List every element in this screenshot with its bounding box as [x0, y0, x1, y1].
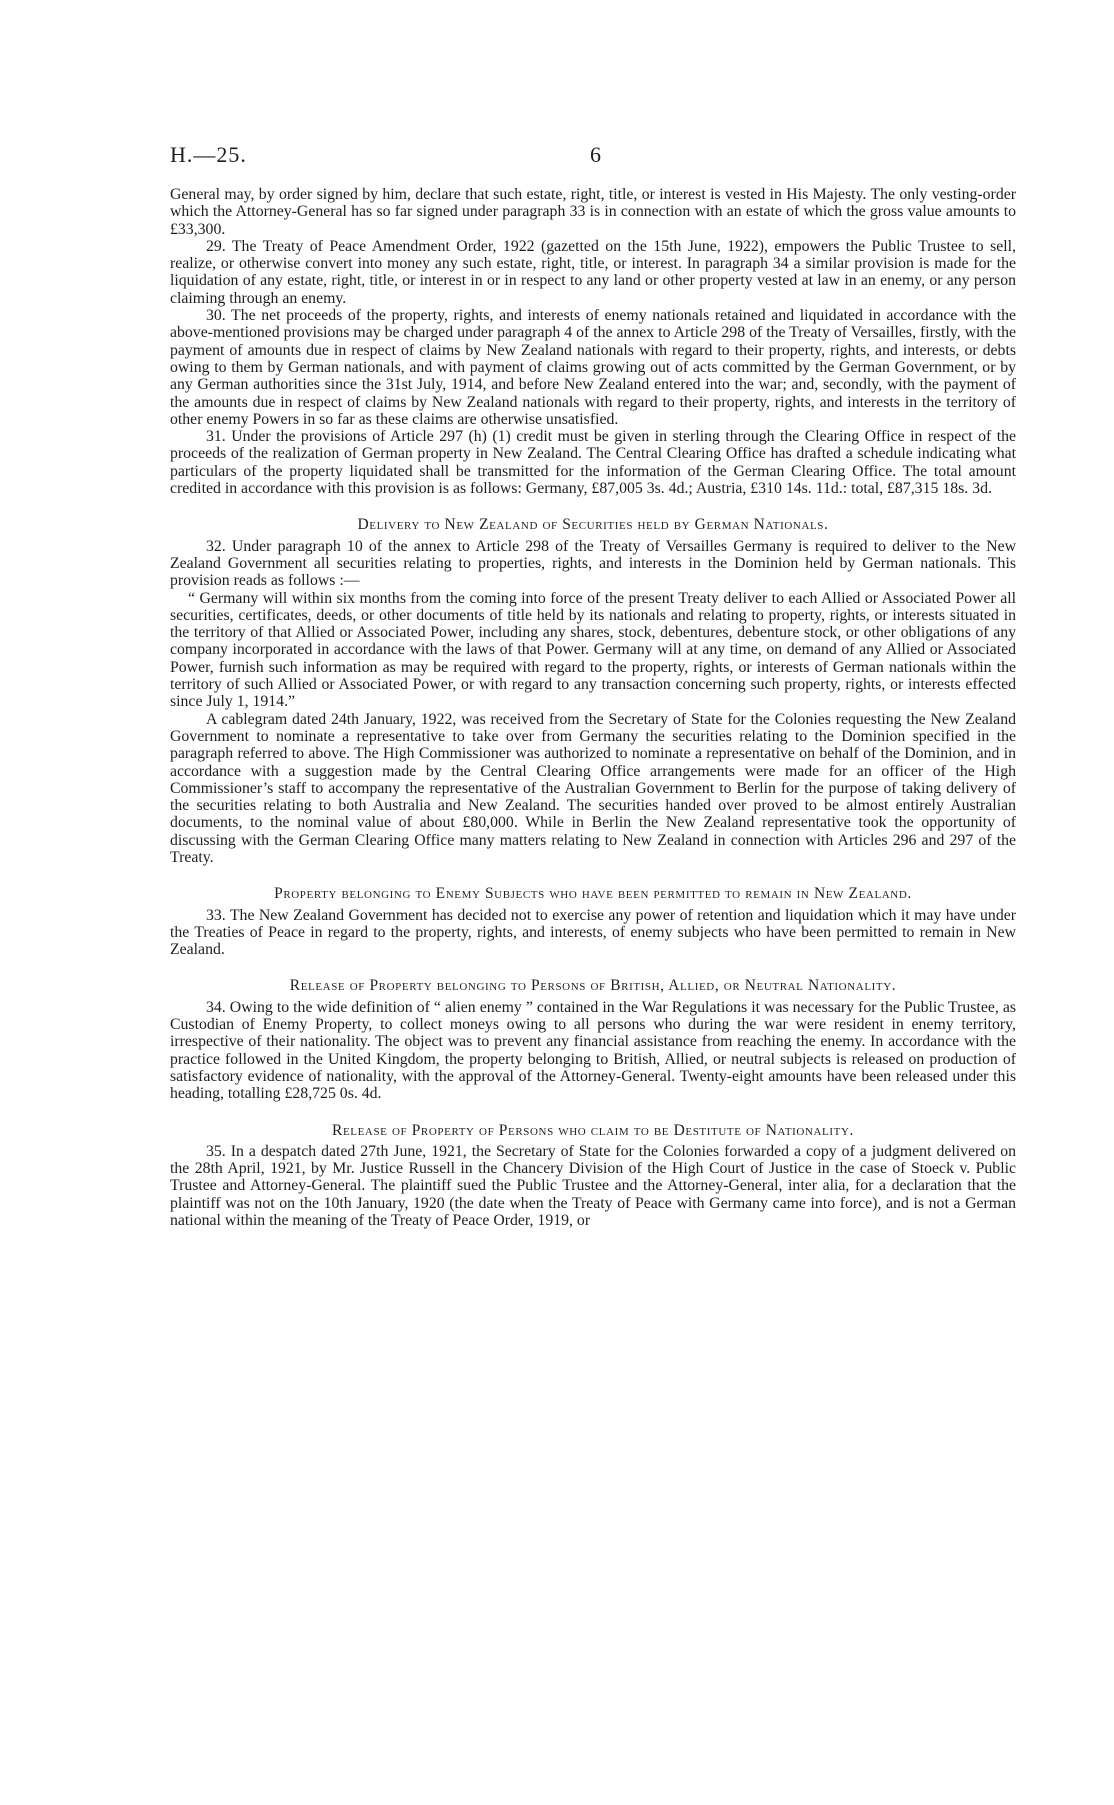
section-heading-enemy-subjects: Property belonging to Enemy Subjects who have been permitted to remain in New Zealand.	[274, 885, 912, 903]
section-heading-release-destitute: Release of Property of Persons who claim to be Destitute of Nationality.	[332, 1121, 854, 1139]
paragraph-33: 33. The New Zealand Government has decided not to exercise any power of retention and liquidation which it may have under the Treaties of Peace in regard to the property, rights, and interests, of enemy subjects who have been permitted to remain in New Zealand.	[170, 906, 1016, 959]
paragraph-30: 30. The net proceeds of the property, rights, and interests of enemy nationals retained and liquidated in accordance with the above-mentioned provisions may be charged under paragraph 4 of the annex to Article 298 of the Treaty of Versailles, firstly, with the payment of amounts due in respect of claims by New Zealand nationals with regard to their property, rights, and interests, or debts owing to them by German nationals, and with payment of claims growing out of acts committed by the German Government, or by any German authorities since the 31st July, 1914, and before New Zealand entered into the war; and, secondly, with the payment of the amounts due in respect of claims by New Zealand nationals with regard to their property, rights, and interests in the territory of other enemy Powers in so far as these claims are otherwise unsatisfied.	[170, 307, 1016, 428]
section-heading-securities: Delivery to New Zealand of Securities held by German Nationals.	[357, 516, 829, 534]
treaty-quotation	[170, 590, 1016, 711]
page-header	[170, 142, 990, 172]
parliamentary-paper-ref: H.—25.	[170, 142, 247, 167]
quotation-text: “ Germany will within six months from the coming into force of the present Treaty deliver to each Allied or Associated Power all securities, certificates, deeds, or other documents of title held by its nationals and relating to property, rights, or interests situated in the territory of that Allied or Associated Power, including any shares, stock, debentures, debenture stock, or other obligations of any company incorporated in accordance with the laws of that Power. Germany will at any time, on demand of any Allied or Associated Power, furnish such information as may be required with regard to the property, rights, or interests of German nationals within the territory of such Allied or Associated Power, or with regard to any transaction concerning such property, rights, or interests effected since July 1, 1914.”	[170, 589, 1016, 711]
paragraph-29: 29. The Treaty of Peace Amendment Order, 1922 (gazetted on the 15th June, 1922), empowers the Public Trustee to sell, realize, or otherwise convert into money any such estate, right, title, or interest. In paragraph 34 a similar provision is made for the liquidation of any estate, right, title, or interest in or in respect to any land or other property vested at law in an enemy, or any person claiming through an enemy.	[170, 237, 1016, 307]
paragraph-cablegram: A cablegram dated 24th January, 1922, was received from the Secretary of State for the Colonies requesting the New Zealand Government to nominate a representative to take over from Germany the securities relating to the Dominion specified in the paragraph referred to above. The High Commissioner was authorized to nominate a representative on behalf of the Dominion, and in accordance with a suggestion made by the Central Clearing Office arrangements were made for an officer of the High Commissioner’s staff to accompany the representative of the Australian Government to Berlin for the purpose of taking delivery of the securities relating to both Australia and New Zealand. The securities handed over proved to be almost entirely Australian documents, to the nominal value of about £80,000. While in Berlin the New Zealand representative took the opportunity of discussing with the German Clearing Office many matters relating to New Zealand in connection with Articles 296 and 297 of the Treaty.	[170, 710, 1016, 866]
section-heading-release-british: Release of Property belonging to Persons of British, Allied, or Neutral Nationality.	[289, 977, 897, 995]
paragraph-32: 32. Under paragraph 10 of the annex to Article 298 of the Treaty of Versailles Germany is required to deliver to the New Zealand Government all securities relating to properties, rights, and interests in the Dominion held by German nationals. This provision reads as follows :—	[170, 537, 1016, 590]
paragraph-continuation: General may, by order signed by him, declare that such estate, right, title, or interest is vested in His Majesty. The only vesting-order which the Attorney-General has so far signed under paragraph 33 is in connection with an estate of which the gross value amounts to £33,300.	[170, 186, 1016, 238]
paragraph-34: 34. Owing to the wide definition of “ alien enemy ” contained in the War Regulations it was necessary for the Public Trustee, as Custodian of Enemy Property, to collect moneys owing to all persons who during the war were resident in enemy territory, irrespective of their nationality. The object was to prevent any financial assistance from reaching the enemy. In accordance with the practice followed in the United Kingdom, the property belonging to British, Allied, or neutral subjects is released on production of satisfactory evidence of nationality, with the approval of the Attorney-General. Twenty-eight amounts have been released under this heading, totalling £28,725 0s. 4d.	[170, 998, 1016, 1103]
document-body	[170, 186, 1016, 1229]
paragraph-31: 31. Under the provisions of Article 297 (h) (1) credit must be given in sterling through the Clearing Office in respect of the proceeds of the realization of German property in New Zealand. The Central Clearing Office has drafted a schedule indicating what particulars of the property liquidated shall be transmitted for the information of the German Clearing Office. The total amount credited in accordance with this provision is as follows: Germany, £87,005 3s. 4d.; Austria, £310 14s. 11d.: total, £87,315 18s. 3d.	[170, 428, 1016, 498]
paragraph-35: 35. In a despatch dated 27th June, 1921, the Secretary of State for the Colonies forwarded a copy of a judgment delivered on the 28th April, 1921, by Mr. Justice Russell in the Chancery Division of the High Court of Justice in the case of Stoeck v. Public Trustee and Attorney-General. The plaintiff sued the Public Trustee and the Attorney-General, inter alia, for a declaration that the plaintiff was not on the 10th January, 1920 (the date when the Treaty of Peace with Germany came into force), and is not a German national within the meaning of the Treaty of Peace Order, 1919, or	[170, 1142, 1016, 1230]
page-number: 6	[590, 142, 601, 167]
